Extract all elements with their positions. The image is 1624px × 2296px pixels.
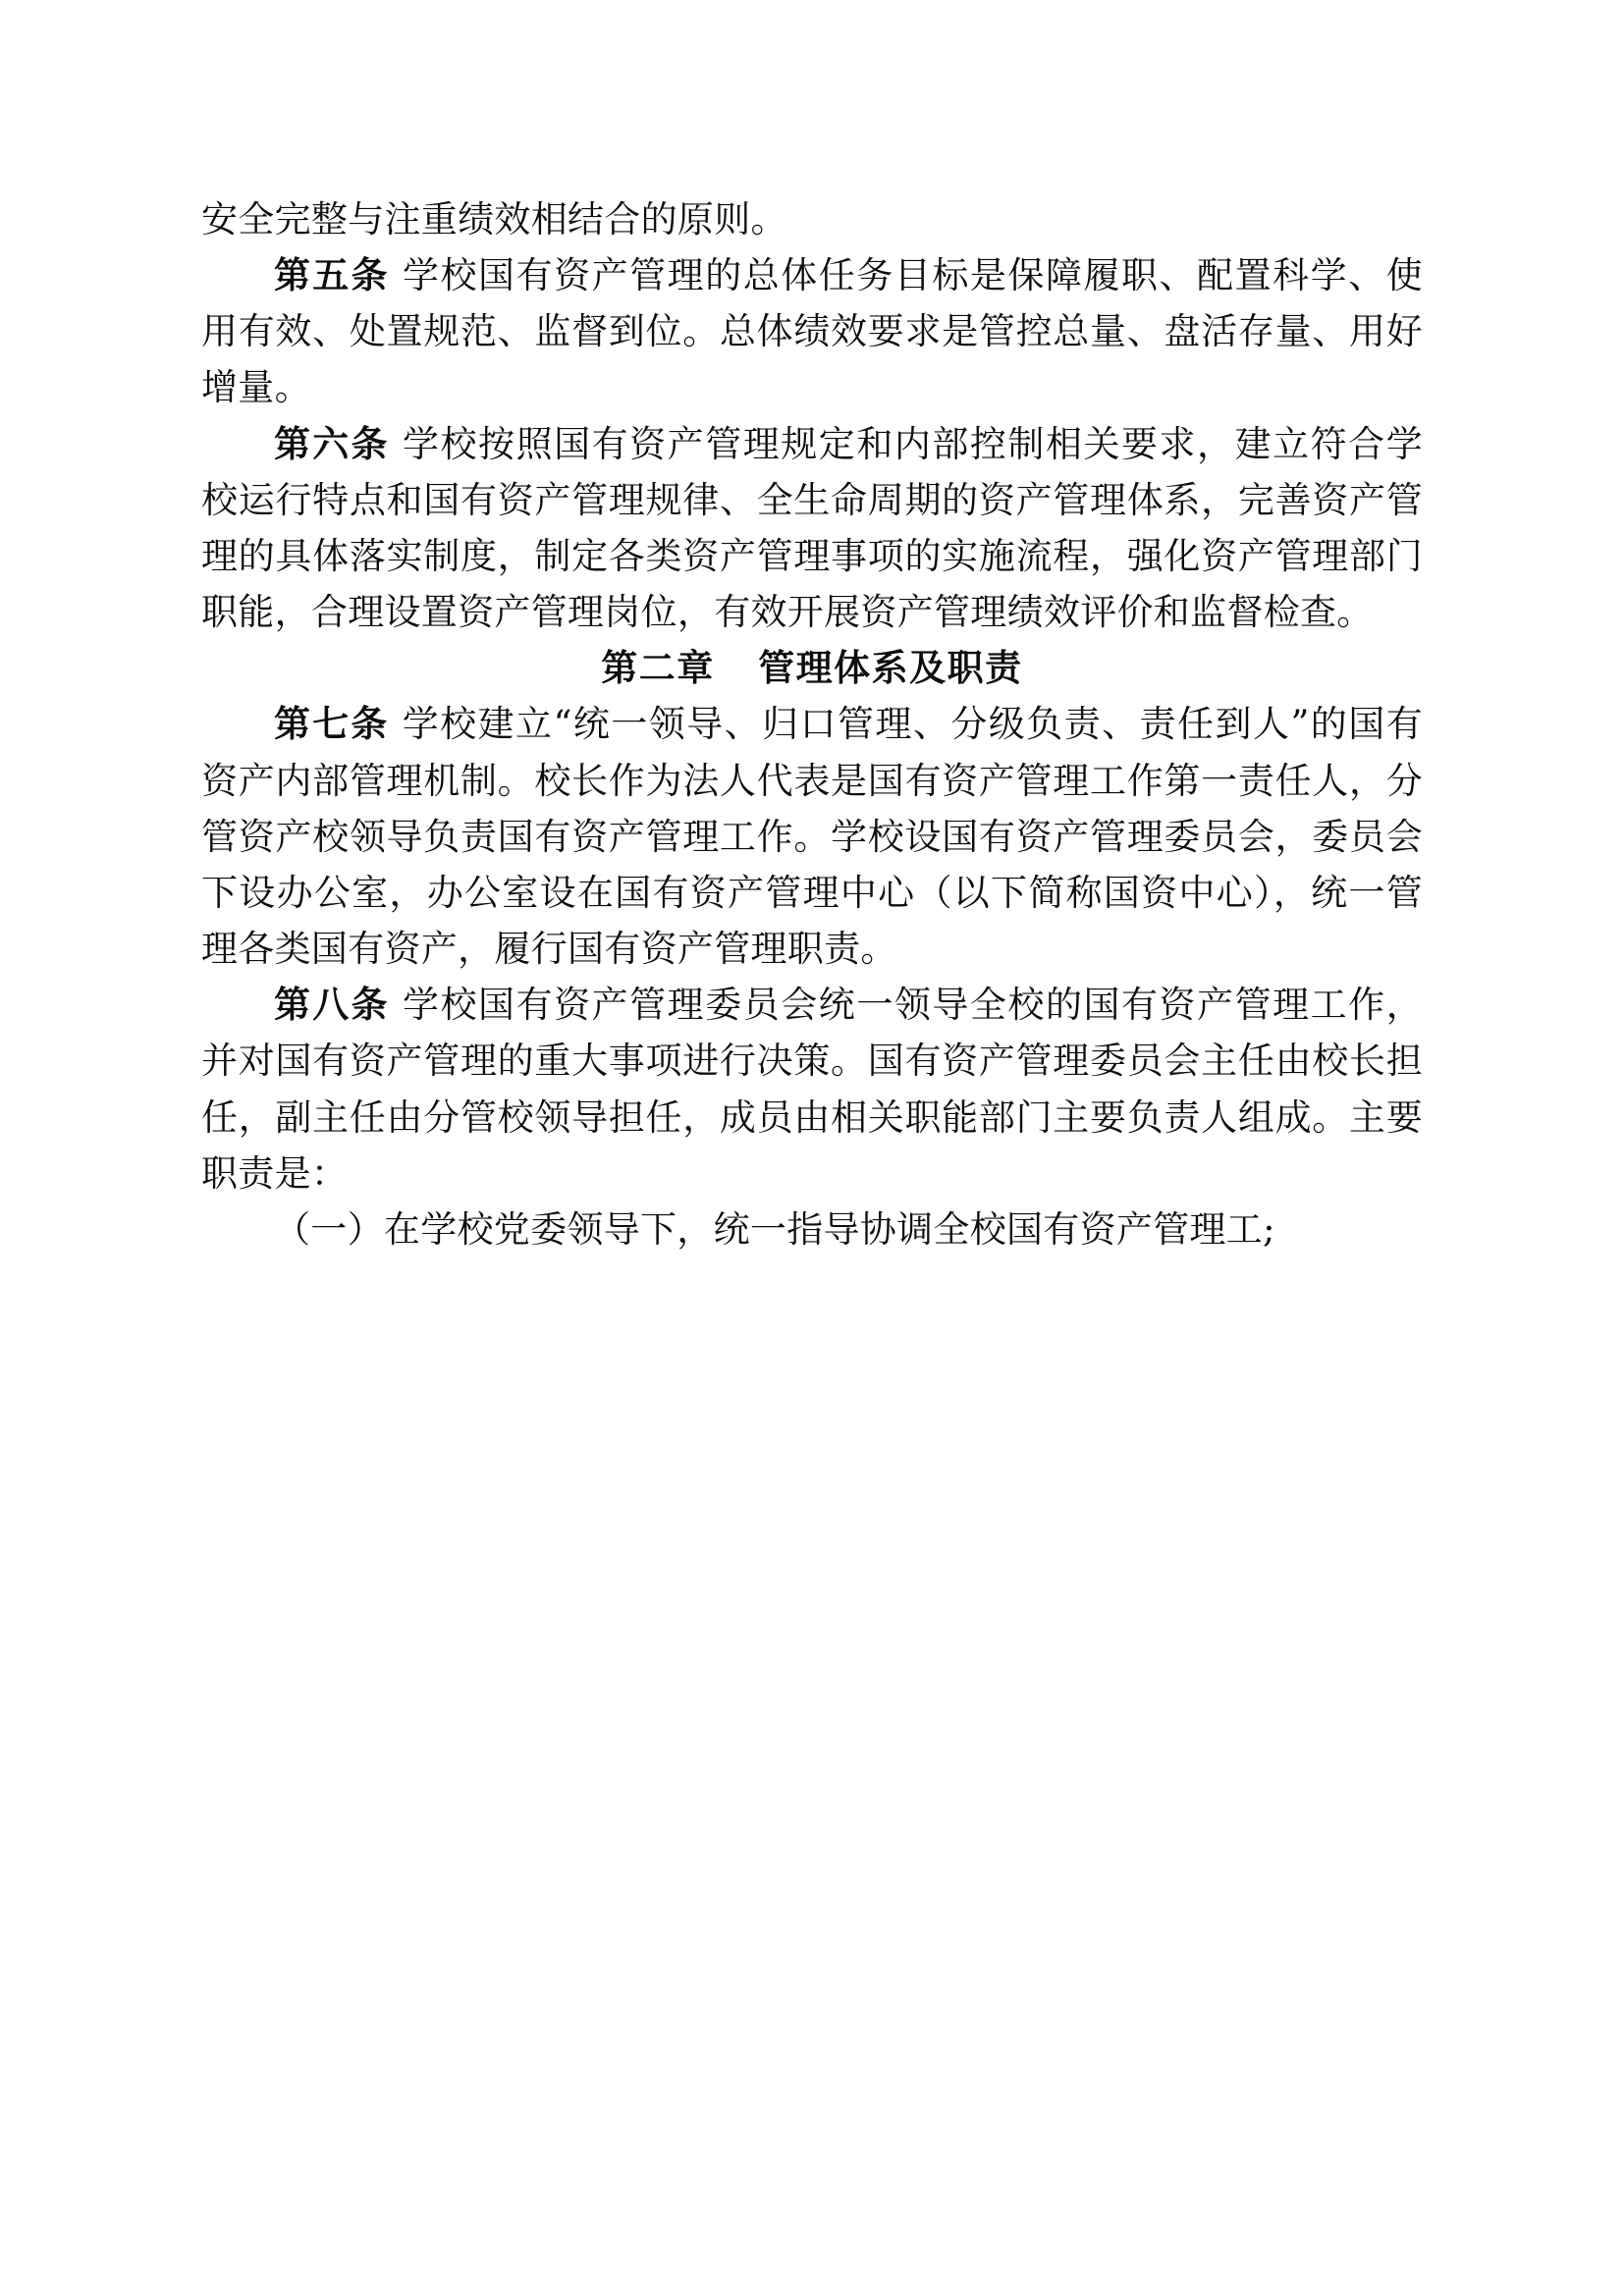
article-label-6: 第六条 (274, 421, 390, 465)
chapter-heading-2 (201, 640, 1423, 696)
paragraph-text: 学校国有资产管理委员会统一领导全校的国有资产管理工作，并对国有资产管理的重大事项进行决策。国有资产管理委员会主任由校长担任，副主任由分管校领导担任，成员由相关职能部门主要负责人组成。主要职责是： (201, 984, 1424, 1195)
article-label-8: 第八条 (274, 983, 390, 1027)
paragraph-text: 学校按照国有资产管理规定和内部控制相关要求，建立符合学校运行特点和国有资产管理规律、全生命周期的资产管理体系，完善资产管理的具体落实制度，制定各类资产管理事项的实施流程，强化资产管理部门职能，合理设置资产管理岗位，有效开展资产管理绩效评价和监督检查。 (201, 422, 1424, 634)
chapter-number: 第二章 (601, 646, 715, 690)
paragraph-article-8 (201, 977, 1423, 1201)
paragraph-text: 学校建立“统一领导、归口管理、分级负责、责任到人”的国有资产内部管理机制。校长作为法人代表是国有资产管理工作第一责任人，分管资产校领导负责国有资产管理工作。学校设国有资产管理委员会，委员会下设办公室，办公室设在国有资产管理中心（以下简称国资中心），统一管理各类国有资产，履行国有资产管理职责。 (201, 703, 1424, 971)
paragraph-continuation (201, 191, 1423, 247)
document-body (201, 191, 1423, 1257)
paragraph-article-7 (201, 696, 1423, 977)
paragraph-text: 学校国有资产管理的总体任务目标是保障履职、配置科学、使用有效、处置规范、监督到位。总体绩效要求是管控总量、盘活存量、用好增量。 (201, 254, 1424, 409)
paragraph-text: （一）在学校党委领导下，统一指导协调全校国有资产管理工; (274, 1207, 1275, 1251)
paragraph-article-6 (201, 416, 1423, 641)
article-label-5: 第五条 (274, 253, 390, 297)
chapter-title: 管理体系及职责 (758, 646, 1023, 690)
article-label-7: 第七条 (274, 702, 390, 746)
paragraph-item-1 (201, 1201, 1423, 1257)
paragraph-article-5 (201, 247, 1423, 415)
paragraph-text: 安全完整与注重绩效相结合的原则。 (201, 198, 787, 240)
